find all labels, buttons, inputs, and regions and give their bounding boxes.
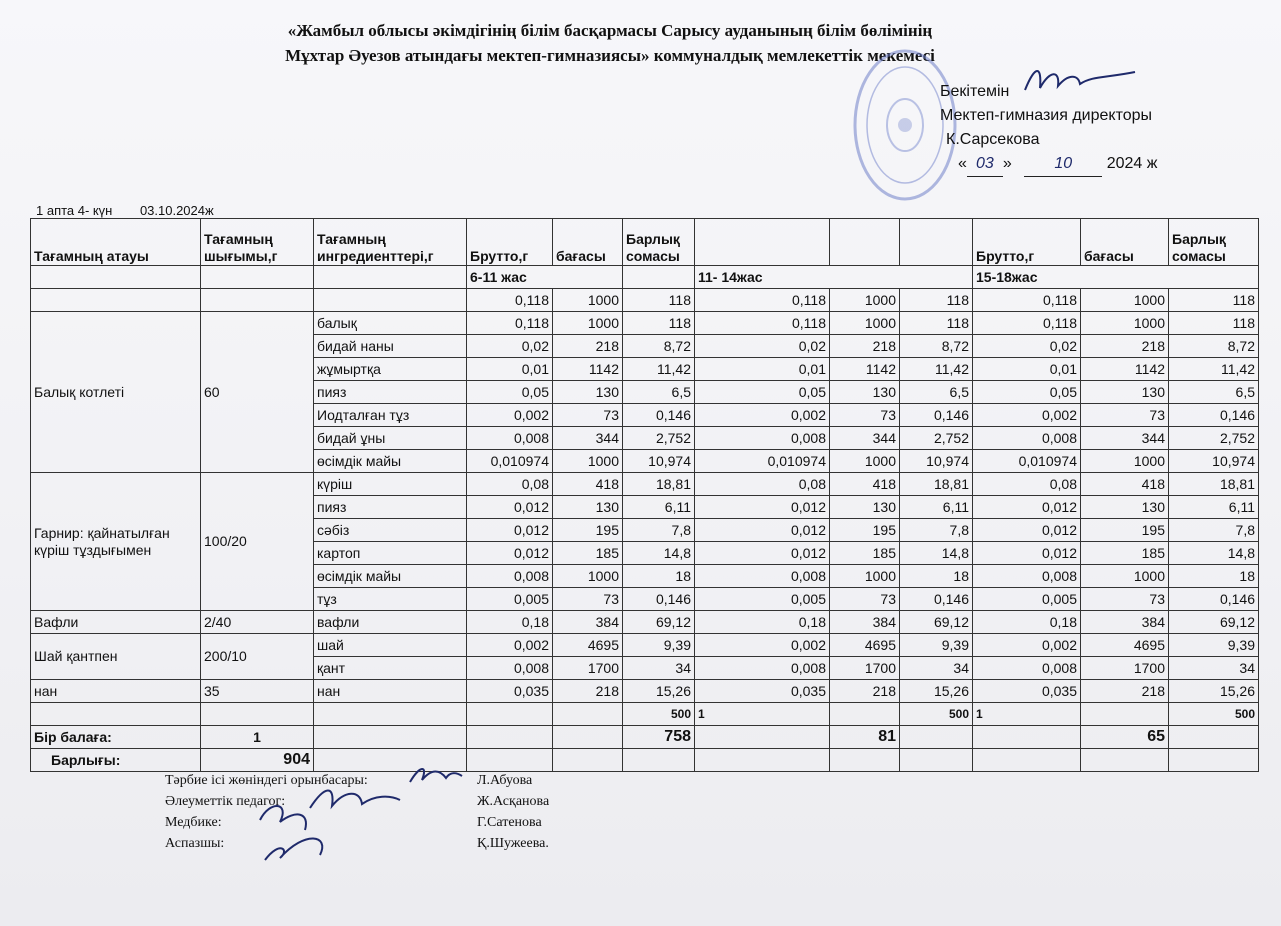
menu-date: 03.10.2024ж <box>139 203 214 218</box>
value-cell: 0,118 <box>973 312 1081 335</box>
table-row <box>31 312 1259 335</box>
value-cell: 2,752 <box>1169 427 1259 450</box>
value-cell <box>1081 703 1169 726</box>
ingredient-name: шай <box>314 634 467 657</box>
value-cell: 218 <box>1081 680 1169 703</box>
dish-name: нан <box>31 680 201 703</box>
value-cell: 6,5 <box>623 381 695 404</box>
value-cell: 69,12 <box>900 611 973 634</box>
approval-date <box>940 152 1260 177</box>
value-cell: 7,8 <box>623 519 695 542</box>
header-row <box>31 219 1259 266</box>
value-cell: 0,012 <box>973 519 1081 542</box>
value-cell: 0,02 <box>695 335 830 358</box>
value-cell: 2,752 <box>623 427 695 450</box>
value-cell: 1000 <box>830 565 900 588</box>
per-child-label: Бір балаға: <box>31 726 201 749</box>
staff-name: Г.Сатенова <box>477 815 542 830</box>
value-cell: 69,12 <box>623 611 695 634</box>
value-cell: 8,72 <box>1169 335 1259 358</box>
value-cell: 0,005 <box>695 588 830 611</box>
ingredient-name: балық <box>314 312 467 335</box>
per-child-yield: 1 <box>201 726 314 749</box>
value-cell: 218 <box>830 335 900 358</box>
value-cell: 418 <box>1081 473 1169 496</box>
ingredient-name: күріш <box>314 473 467 496</box>
dish-yield: 2/40 <box>201 611 314 634</box>
approval-day: 03 <box>967 152 1003 177</box>
value-cell: 1000 <box>1081 289 1169 312</box>
value-cell: 14,8 <box>623 542 695 565</box>
value-cell: 0,005 <box>973 588 1081 611</box>
value-cell: 18,81 <box>1169 473 1259 496</box>
value-cell: 218 <box>553 680 623 703</box>
value-cell: 6,11 <box>623 496 695 519</box>
value-cell: 195 <box>553 519 623 542</box>
approval-month: 10 <box>1024 152 1102 177</box>
value-cell: 0,08 <box>695 473 830 496</box>
approval-year: 2024 ж <box>1106 155 1158 172</box>
value-cell: 384 <box>553 611 623 634</box>
value-cell: 185 <box>1081 542 1169 565</box>
staff-name: Қ.Шужеева. <box>477 836 549 851</box>
header-empty <box>900 219 973 266</box>
ingredient-name: картоп <box>314 542 467 565</box>
director-position: Мектеп-гимназия директоры <box>940 107 1153 124</box>
dish-yield: 200/10 <box>201 634 314 680</box>
value-cell: 18,81 <box>623 473 695 496</box>
value-cell: 10,974 <box>900 450 973 473</box>
age-empty <box>31 266 201 289</box>
value-cell: 4695 <box>553 634 623 657</box>
value-cell: 0,05 <box>695 381 830 404</box>
value-cell: 1142 <box>1081 358 1169 381</box>
value-cell: 0,118 <box>467 312 553 335</box>
value-cell: 0,008 <box>695 565 830 588</box>
value-cell: 1000 <box>830 450 900 473</box>
value-cell: 34 <box>1169 657 1259 680</box>
value-cell: 0,002 <box>695 404 830 427</box>
value-cell: 9,39 <box>1169 634 1259 657</box>
value-cell: 0,010974 <box>695 450 830 473</box>
header-dish: Тағамның атауы <box>31 219 201 266</box>
ingredient-name: өсімдік майы <box>314 450 467 473</box>
value-cell <box>467 726 553 749</box>
value-cell: 0,035 <box>695 680 830 703</box>
org-line-2: Мұхтар Әуезов атындағы мектеп-гимназиясы» коммуналдық мемлекеттік мекемесі <box>285 46 935 65</box>
value-cell: 1 <box>695 703 830 726</box>
value-cell: 0,010974 <box>973 450 1081 473</box>
value-cell: 0,01 <box>973 358 1081 381</box>
value-cell: 500 <box>900 703 973 726</box>
dish-yield: 60 <box>201 312 314 473</box>
value-cell: 0,08 <box>467 473 553 496</box>
staff-role: Аспазшы: <box>165 836 225 851</box>
value-cell: 0,146 <box>1169 588 1259 611</box>
approve-label: Бекітемін <box>940 83 1010 100</box>
value-cell: 0,012 <box>467 542 553 565</box>
value-cell: 1700 <box>830 657 900 680</box>
ingredient-name: нан <box>314 680 467 703</box>
value-cell: 1142 <box>830 358 900 381</box>
director-name: К.Сарсекова <box>946 131 1040 148</box>
quote-close: » <box>1002 155 1012 172</box>
value-cell <box>695 726 830 749</box>
value-cell: 73 <box>1081 588 1169 611</box>
empty-cell <box>314 703 467 726</box>
value-cell: 1000 <box>1081 312 1169 335</box>
value-cell: 1000 <box>553 565 623 588</box>
value-cell: 185 <box>553 542 623 565</box>
value-cell: 130 <box>830 496 900 519</box>
value-cell <box>900 726 973 749</box>
value-cell: 0,012 <box>973 496 1081 519</box>
value-cell <box>973 726 1081 749</box>
value-cell: 344 <box>553 427 623 450</box>
dish-yield: 35 <box>201 680 314 703</box>
approval-block <box>940 80 1260 177</box>
value-cell: 500 <box>623 703 695 726</box>
value-cell: 7,8 <box>1169 519 1259 542</box>
header-ingredients: Тағамның ингредиенттері,г <box>314 219 467 266</box>
value-cell: 73 <box>553 588 623 611</box>
dish-name: Гарнир: қайнатылған күріш тұздығымен <box>31 473 201 611</box>
empty-cell <box>1081 749 1169 772</box>
value-cell: 1700 <box>553 657 623 680</box>
value-cell: 0,008 <box>467 657 553 680</box>
value-cell: 218 <box>553 335 623 358</box>
value-cell: 418 <box>830 473 900 496</box>
value-cell: 758 <box>623 726 695 749</box>
value-cell: 500 <box>1169 703 1259 726</box>
value-cell: 0,008 <box>695 427 830 450</box>
header-empty <box>830 219 900 266</box>
value-cell: 1000 <box>830 289 900 312</box>
empty-cell <box>467 749 553 772</box>
empty-cell <box>973 749 1081 772</box>
value-cell: 0,008 <box>467 427 553 450</box>
value-cell: 1000 <box>553 450 623 473</box>
value-cell: 118 <box>1169 312 1259 335</box>
value-cell: 1000 <box>1081 565 1169 588</box>
ingredient-name: вафли <box>314 611 467 634</box>
ingredient-name: қант <box>314 657 467 680</box>
value-cell: 0,146 <box>900 404 973 427</box>
value-cell: 0,118 <box>467 289 553 312</box>
value-cell: 0,01 <box>695 358 830 381</box>
ingredient-name: сәбіз <box>314 519 467 542</box>
value-cell: 73 <box>553 404 623 427</box>
value-cell: 65 <box>1081 726 1169 749</box>
value-cell: 14,8 <box>900 542 973 565</box>
value-cell: 34 <box>623 657 695 680</box>
value-cell: 0,002 <box>973 634 1081 657</box>
value-cell: 0,010974 <box>467 450 553 473</box>
per-child-row <box>31 726 1259 749</box>
value-cell: 8,72 <box>623 335 695 358</box>
value-cell: 18 <box>900 565 973 588</box>
header-total-3: Барлық сомасы <box>1169 219 1259 266</box>
value-cell: 34 <box>900 657 973 680</box>
value-cell: 69,12 <box>1169 611 1259 634</box>
value-cell: 130 <box>830 381 900 404</box>
empty-cell <box>623 749 695 772</box>
value-cell: 11,42 <box>1169 358 1259 381</box>
value-cell: 2,752 <box>900 427 973 450</box>
empty-cell <box>314 289 467 312</box>
ingredient-name: пияз <box>314 381 467 404</box>
value-cell: 0,008 <box>973 657 1081 680</box>
age-empty <box>623 266 695 289</box>
value-cell: 130 <box>553 381 623 404</box>
value-cell: 0,05 <box>973 381 1081 404</box>
value-cell: 0,08 <box>973 473 1081 496</box>
value-cell: 0,118 <box>695 312 830 335</box>
empty-cell <box>201 289 314 312</box>
staff-row <box>165 770 765 791</box>
value-cell <box>830 703 900 726</box>
value-cell: 1000 <box>553 312 623 335</box>
staff-role: Медбике: <box>165 815 222 830</box>
value-cell: 0,012 <box>695 542 830 565</box>
value-cell: 0,002 <box>973 404 1081 427</box>
value-cell: 0,002 <box>695 634 830 657</box>
value-cell: 118 <box>623 312 695 335</box>
value-cell: 15,26 <box>623 680 695 703</box>
value-cell <box>553 703 623 726</box>
value-cell <box>1169 726 1259 749</box>
value-cell: 118 <box>1169 289 1259 312</box>
value-cell: 73 <box>830 404 900 427</box>
header-yield: Тағамның шығымы,г <box>201 219 314 266</box>
value-cell: 11,42 <box>900 358 973 381</box>
staff-signatures-block <box>165 770 765 854</box>
empty-cell <box>31 289 201 312</box>
age-group-15-18: 15-18жас <box>973 266 1259 289</box>
value-cell: 6,5 <box>1169 381 1259 404</box>
value-cell: 0,008 <box>973 565 1081 588</box>
value-cell: 418 <box>553 473 623 496</box>
table-row <box>31 680 1259 703</box>
value-cell: 18,81 <box>900 473 973 496</box>
value-cell: 195 <box>830 519 900 542</box>
value-cell: 4695 <box>830 634 900 657</box>
ingredient-name: пияз <box>314 496 467 519</box>
dish-yield: 100/20 <box>201 473 314 611</box>
ingredient-name: бидай наны <box>314 335 467 358</box>
age-empty <box>201 266 314 289</box>
empty-cell <box>1169 749 1259 772</box>
header-price-3: бағасы <box>1081 219 1169 266</box>
dish-name: Балық котлеті <box>31 312 201 473</box>
value-cell: 6,5 <box>900 381 973 404</box>
header-gross-3: Брутто,г <box>973 219 1081 266</box>
header-empty <box>695 219 830 266</box>
age-empty <box>314 266 467 289</box>
value-cell: 10,974 <box>1169 450 1259 473</box>
table-row <box>31 611 1259 634</box>
table-row <box>31 634 1259 657</box>
value-cell: 9,39 <box>900 634 973 657</box>
value-cell: 0,118 <box>695 289 830 312</box>
value-cell: 0,012 <box>467 496 553 519</box>
staff-role: Әлеуметтік педагог: <box>165 794 286 809</box>
value-cell: 0,18 <box>973 611 1081 634</box>
value-cell: 384 <box>830 611 900 634</box>
value-cell: 9,39 <box>623 634 695 657</box>
total-value: 904 <box>201 749 314 772</box>
value-cell: 0,002 <box>467 404 553 427</box>
value-cell: 1000 <box>1081 450 1169 473</box>
header-total: Барлық сомасы <box>623 219 695 266</box>
value-cell: 1000 <box>553 289 623 312</box>
dish-name: Шай қантпен <box>31 634 201 680</box>
staff-row <box>165 812 765 833</box>
value-cell: 1700 <box>1081 657 1169 680</box>
value-cell: 185 <box>830 542 900 565</box>
value-cell: 81 <box>830 726 900 749</box>
week-day: 1 апта 4- күн <box>36 203 113 218</box>
value-cell <box>553 726 623 749</box>
value-cell: 0,146 <box>623 588 695 611</box>
staff-role: Тәрбие ісі жөніндегі орынбасары: <box>165 773 368 788</box>
dish-name: Вафли <box>31 611 201 634</box>
total-label: Барлығы: <box>31 749 201 772</box>
value-cell: 218 <box>830 680 900 703</box>
empty-cell <box>830 749 900 772</box>
value-cell: 0,02 <box>467 335 553 358</box>
value-cell: 0,005 <box>467 588 553 611</box>
value-cell: 0,01 <box>467 358 553 381</box>
org-line-1: «Жамбыл облысы әкімдігінің білім басқармасы Сарысу ауданының білім бөлімінің <box>287 21 933 40</box>
value-cell: 6,11 <box>900 496 973 519</box>
ingredient-name: тұз <box>314 588 467 611</box>
value-cell: 0,008 <box>467 565 553 588</box>
value-cell: 384 <box>1081 611 1169 634</box>
value-cell: 18 <box>1169 565 1259 588</box>
day-info <box>36 203 238 218</box>
age-group-6-11: 6-11 жас <box>467 266 623 289</box>
value-cell: 0,118 <box>973 289 1081 312</box>
age-group-row <box>31 266 1259 289</box>
value-cell: 18 <box>623 565 695 588</box>
value-cell: 0,012 <box>695 496 830 519</box>
table-row <box>31 473 1259 496</box>
value-cell: 130 <box>1081 496 1169 519</box>
menu-table <box>30 218 1259 772</box>
value-cell: 0,05 <box>467 381 553 404</box>
value-cell: 15,26 <box>900 680 973 703</box>
value-cell: 0,18 <box>695 611 830 634</box>
value-cell: 0,008 <box>973 427 1081 450</box>
value-cell: 0,012 <box>695 519 830 542</box>
value-cell: 0,012 <box>973 542 1081 565</box>
value-cell <box>467 703 553 726</box>
value-cell: 0,008 <box>695 657 830 680</box>
total-row <box>31 749 1259 772</box>
value-cell: 0,035 <box>973 680 1081 703</box>
value-cell: 8,72 <box>900 335 973 358</box>
value-cell: 1000 <box>830 312 900 335</box>
staff-row <box>165 791 765 812</box>
staff-name: Л.Абуова <box>477 773 533 788</box>
value-cell: 195 <box>1081 519 1169 542</box>
empty-cell <box>201 703 314 726</box>
value-cell: 0,18 <box>467 611 553 634</box>
value-cell: 0,146 <box>1169 404 1259 427</box>
value-cell: 7,8 <box>900 519 973 542</box>
value-cell: 0,002 <box>467 634 553 657</box>
empty-cell <box>553 749 623 772</box>
header-gross: Брутто,г <box>467 219 553 266</box>
ingredient-name: бидай ұны <box>314 427 467 450</box>
value-cell: 73 <box>1081 404 1169 427</box>
empty-cell <box>900 749 973 772</box>
value-cell: 0,035 <box>467 680 553 703</box>
value-cell: 4695 <box>1081 634 1169 657</box>
value-cell: 0,146 <box>900 588 973 611</box>
menu-table-body <box>31 219 1259 772</box>
value-cell: 218 <box>1081 335 1169 358</box>
value-cell: 15,26 <box>1169 680 1259 703</box>
quote-open: « <box>958 155 967 172</box>
value-cell: 0,146 <box>623 404 695 427</box>
value-cell: 10,974 <box>623 450 695 473</box>
value-cell: 130 <box>1081 381 1169 404</box>
value-cell: 14,8 <box>1169 542 1259 565</box>
ingredient-name: жұмыртқа <box>314 358 467 381</box>
value-cell: 1142 <box>553 358 623 381</box>
empty-cell <box>695 749 830 772</box>
value-cell: 118 <box>900 289 973 312</box>
ingredient-name: Иодталған тұз <box>314 404 467 427</box>
value-cell: 6,11 <box>1169 496 1259 519</box>
empty-cell <box>31 703 201 726</box>
value-cell: 118 <box>623 289 695 312</box>
value-cell: 73 <box>830 588 900 611</box>
value-cell: 344 <box>830 427 900 450</box>
ingredient-name: өсімдік майы <box>314 565 467 588</box>
value-cell: 344 <box>1081 427 1169 450</box>
table-row <box>31 703 1259 726</box>
staff-row <box>165 833 765 854</box>
value-cell: 1 <box>973 703 1081 726</box>
staff-name: Ж.Асқанова <box>477 794 550 809</box>
value-cell: 0,02 <box>973 335 1081 358</box>
header-price: бағасы <box>553 219 623 266</box>
empty-cell <box>314 726 467 749</box>
value-cell: 118 <box>900 312 973 335</box>
value-cell: 11,42 <box>623 358 695 381</box>
value-cell: 130 <box>553 496 623 519</box>
value-cell: 0,012 <box>467 519 553 542</box>
age-group-11-14: 11- 14жас <box>695 266 973 289</box>
table-row <box>31 289 1259 312</box>
